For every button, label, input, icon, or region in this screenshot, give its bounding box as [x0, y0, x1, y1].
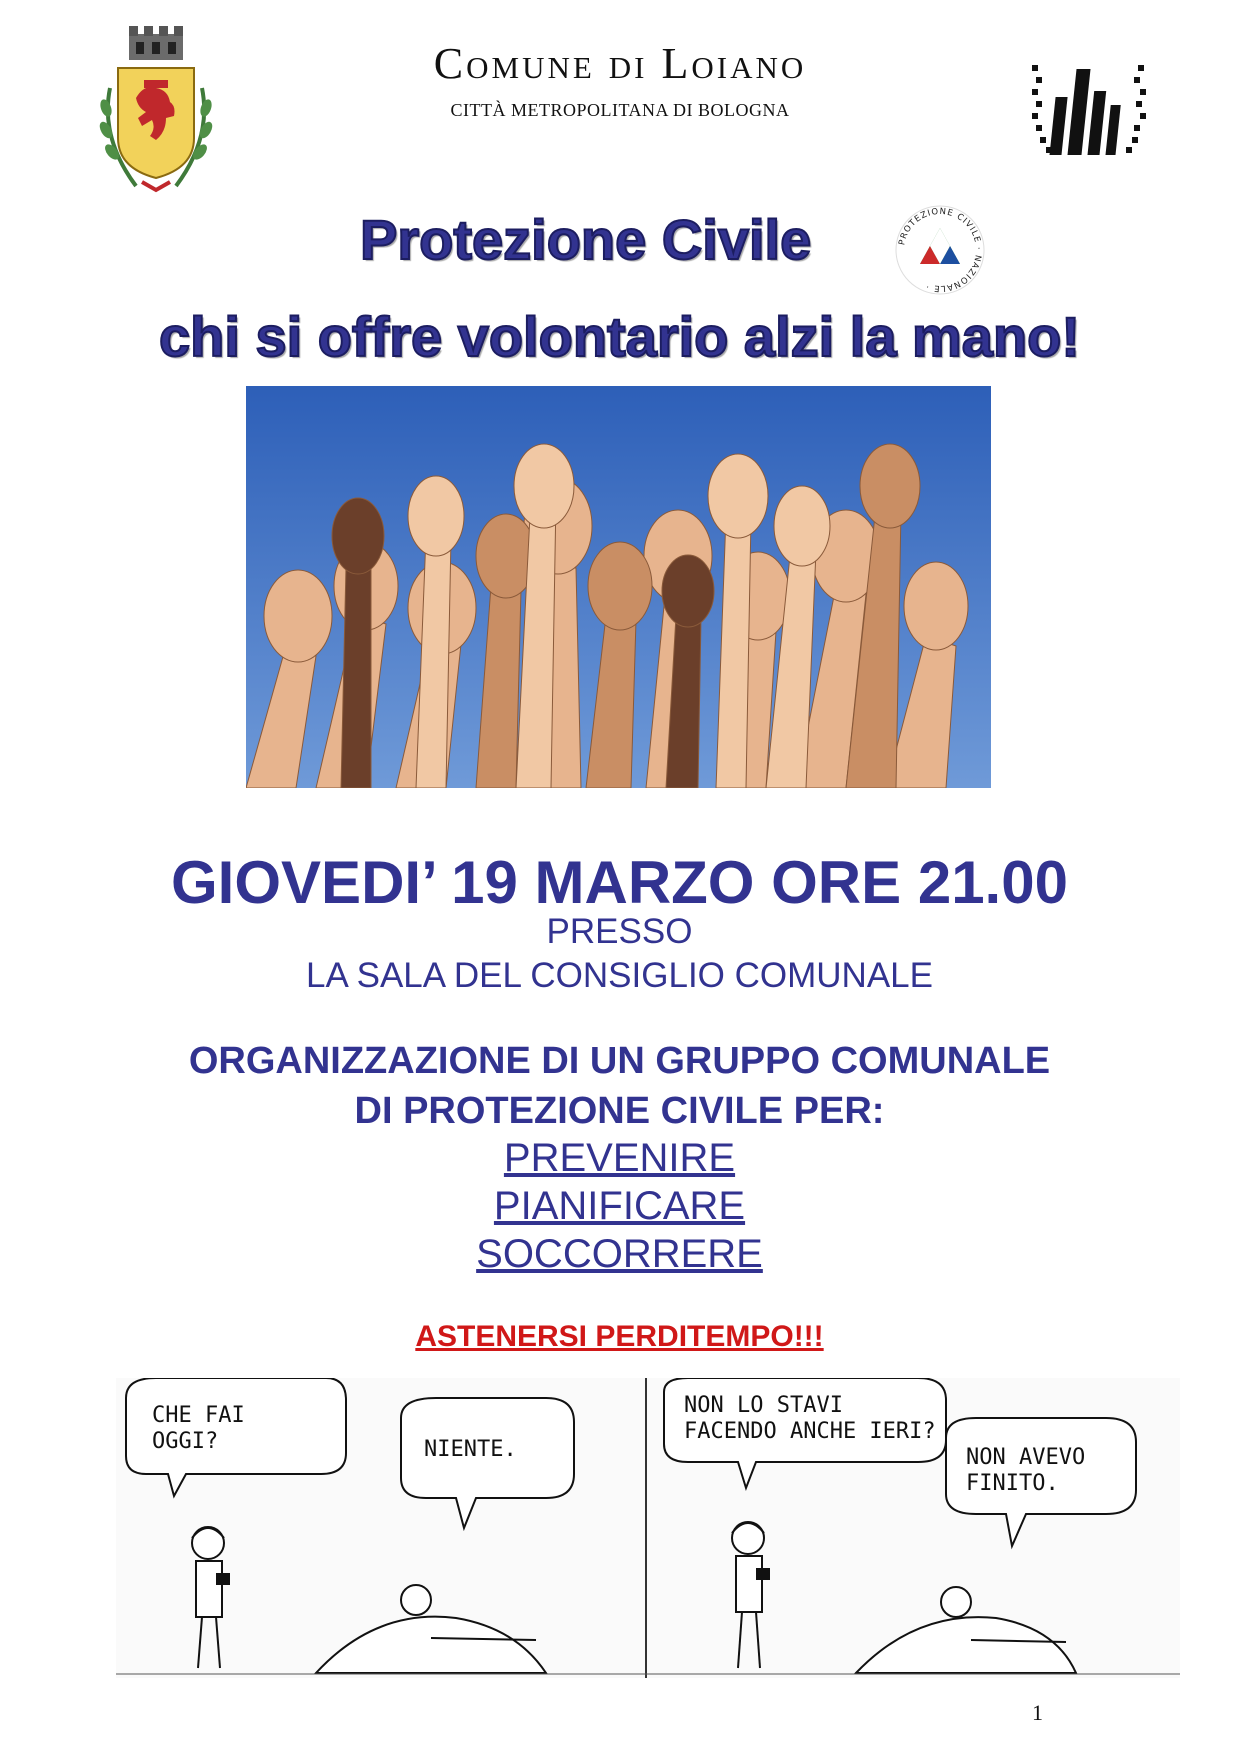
bubble-text: NON AVEVO — [966, 1445, 1086, 1470]
svg-text:PROTEZIONE CIVILE · NAZIONALE: PROTEZIONE CIVILE · NAZIONALE · — [897, 206, 984, 294]
purpose-line-2: DI PROTEZIONE CIVILE PER: — [354, 1090, 885, 1132]
bubble-text: CHE FAI — [152, 1403, 245, 1428]
page-number: 1 — [1032, 1700, 1043, 1725]
goal-pianificare: PIANIFICARE — [493, 1184, 746, 1228]
warning-text: ASTENERSI PERDITEMPO!!! — [415, 1320, 824, 1353]
bubble-text: NIENTE. — [424, 1437, 517, 1462]
event-presso: PRESSO — [546, 912, 693, 951]
event-date: GIOVEDI’ 19 MARZO ORE 21.00 — [171, 849, 1068, 916]
raised-hands-photo — [246, 386, 991, 788]
headline-protezione-civile: Protezione Civile — [360, 208, 812, 271]
purpose-line-1: ORGANIZZAZIONE DI UN GRUPPO COMUNALE — [188, 1040, 1051, 1082]
bubble-text: NON LO STAVI — [684, 1393, 843, 1418]
page-title: Comune di Loiano — [433, 39, 807, 88]
goal-soccorrere: SOCCORRERE — [476, 1232, 763, 1276]
protezione-civile-logo-icon — [894, 204, 986, 296]
comic-strip — [116, 1378, 1180, 1678]
headline-volunteer: chi si offre volontario alzi la mano! — [158, 305, 1081, 368]
community-logo-icon — [1030, 55, 1148, 159]
coat-of-arms-icon — [96, 18, 216, 196]
bubble-text: FINITO. — [966, 1471, 1059, 1496]
event-venue: LA SALA DEL CONSIGLIO COMUNALE — [306, 956, 933, 995]
page-subtitle: CITTÀ METROPOLITANA DI BOLOGNA — [450, 100, 790, 120]
bubble-text: OGGI? — [152, 1429, 219, 1454]
bubble-text: FACENDO ANCHE IERI? — [684, 1419, 936, 1444]
goal-prevenire: PREVENIRE — [503, 1136, 736, 1180]
